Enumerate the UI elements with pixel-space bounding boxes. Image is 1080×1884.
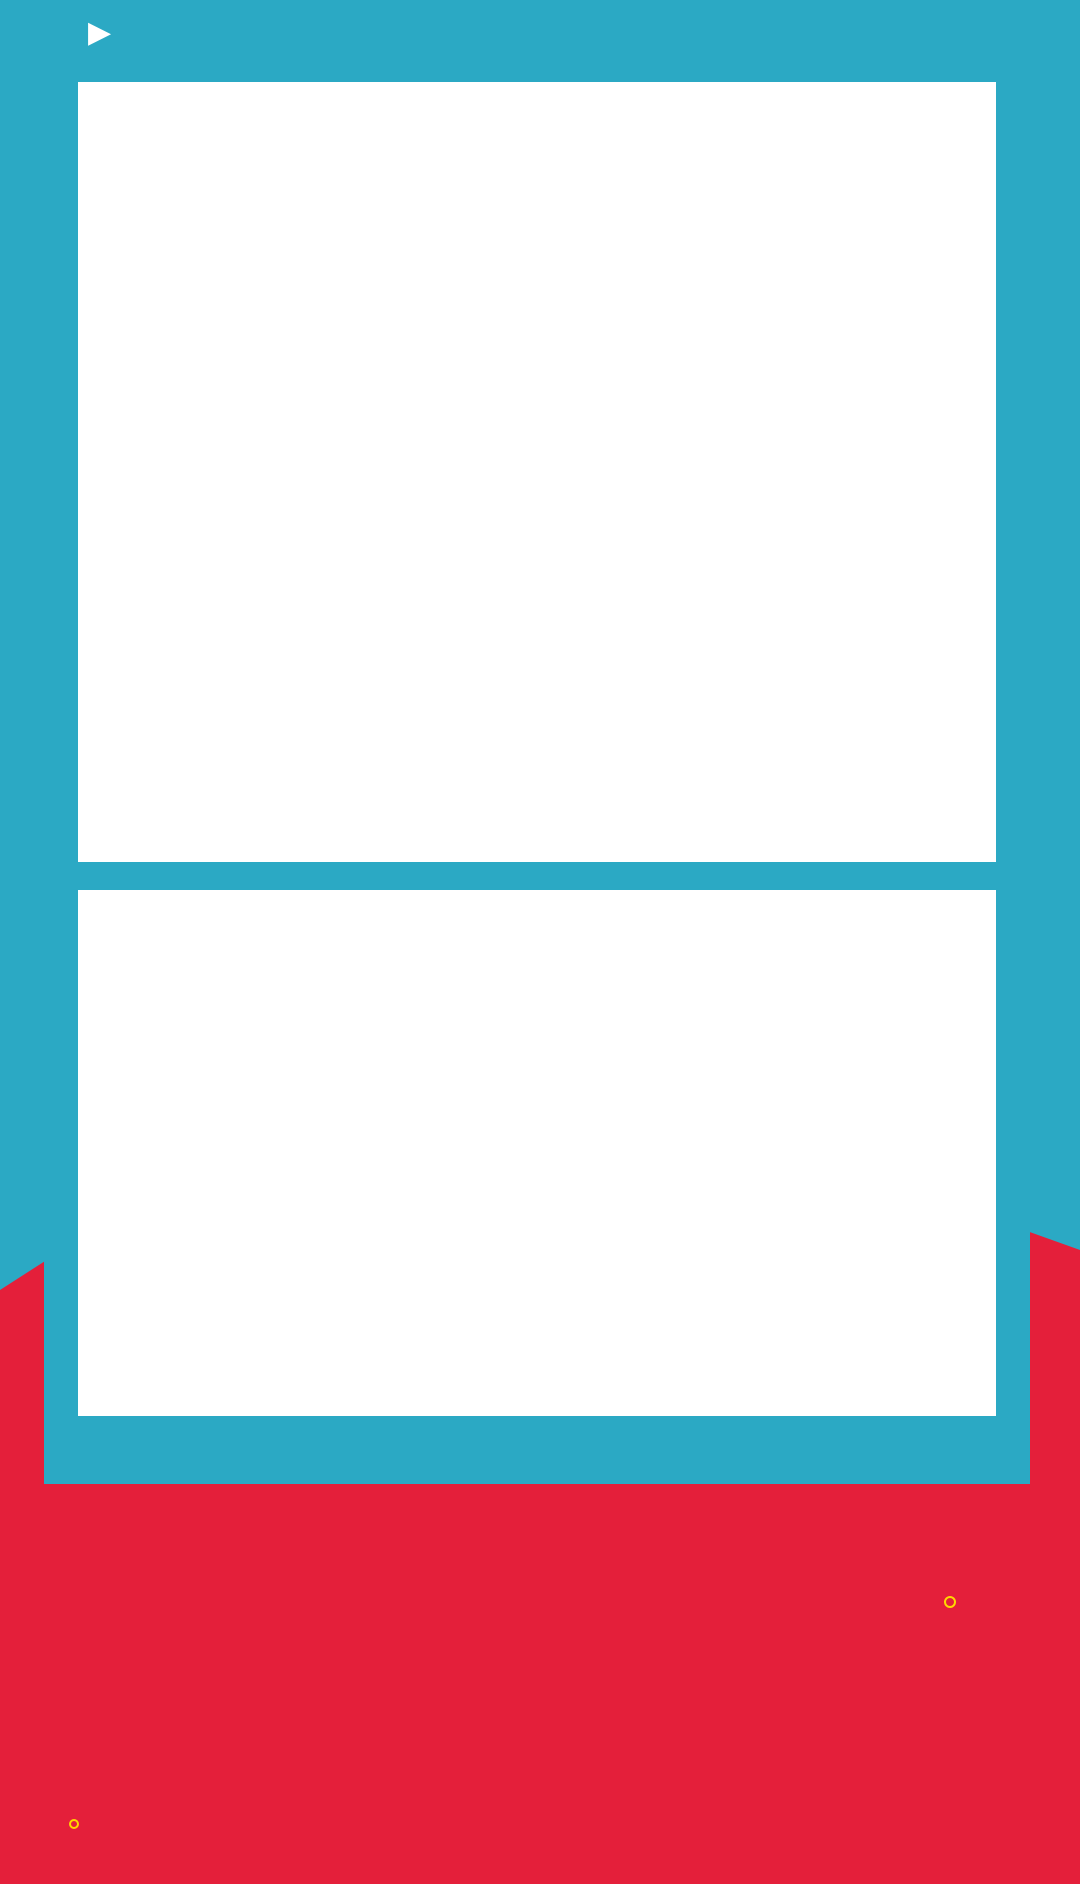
- firework-icon: [46, 1796, 102, 1852]
- play-triangle-icon: ▶: [88, 14, 114, 50]
- firework-icon: [914, 1566, 986, 1638]
- bottom-table-card: [78, 890, 996, 1416]
- page-header: [88, 6, 131, 58]
- top-table-card: [78, 82, 996, 862]
